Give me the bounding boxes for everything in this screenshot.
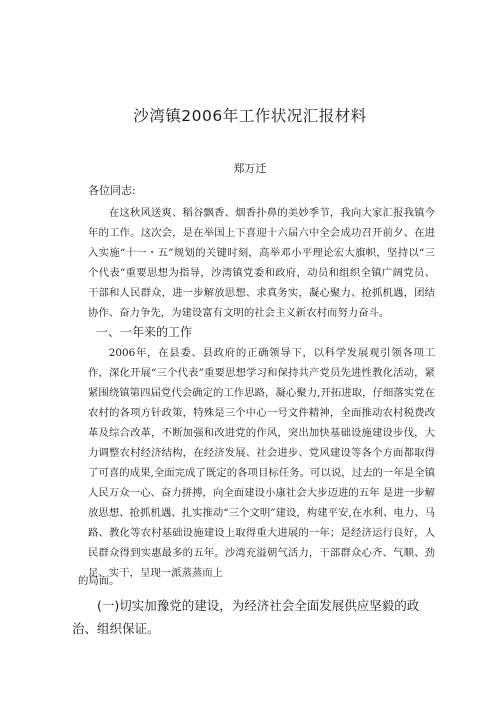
paragraph-review: 2006年，在县委、县政府的正确领导下，以科学发展观引领各项工作，深化开展“三个代表”重要思想学习和保持共产党员先进性教化活动，紧紧围绕镇第四届党代会确定的工作思路，凝心聚力,开拓进取，仔细落实党在农村的各项方针政策，特殊是三个中心一号文件精神，全面推动农村税费改革及综合改革，不断加强和改进党的作风，突出加快基础设施建设步伐，大力调整农村经济结构，在经济发展、社会进步、党风建设等各个方面都取得了可喜的成果,全面完成了既定的各项目标任务。可以说，过去的一年是全镇人民万众一心、奋力拼搏，向全面建设小康社会大步迈进的五年 是进一步解放思想、抢抓机遇、扎实推动“三个文明”建设，构建平安,在水利、电力、马路、教化等农村基础设施建设上取得重大进展的一年；是经济运行良好，人民群众得到实惠最多的五年。沙湾充溢朝气活力，干部群众心齐、气顺、劲足、实干，呈现一派蒸蒸而上 [88, 347, 435, 579]
paragraph-intro: 在这秋风送爽、稻谷飘香、烟香扑鼻的美妙季节，我向大家汇报我镇今年的工作。这次会，是在举国上下喜迎十六届六中全会成功召开前夕、在进入实施“十一・五”规划的关键时刻，高举邓小平理论宏大旗帜，坚持以“三个代表”重要思想为指导，沙湾镇党委和政府，动员和组织全镇广阔党员、干部和人民群众，进一步解放思想、求真务实，凝心聚力、抢抓机遇，团结协作、奋力争先，为建设富有文明的社会主义新农村而努力奋斗。 [88, 207, 435, 319]
author-name: 郑万迁 [233, 162, 267, 175]
greeting: 各位同志: [88, 184, 136, 197]
section-heading: 一、一年来的工作 [96, 325, 193, 339]
subsection-heading: (一)切实加豫党的建设，为经济社会全面发展供应坚毅的政治、组织保证。 [72, 598, 420, 636]
paragraph-review-tail: 的局面。 [78, 575, 120, 587]
document-title: 沙湾镇2006年工作状况汇报材料 [133, 107, 367, 125]
